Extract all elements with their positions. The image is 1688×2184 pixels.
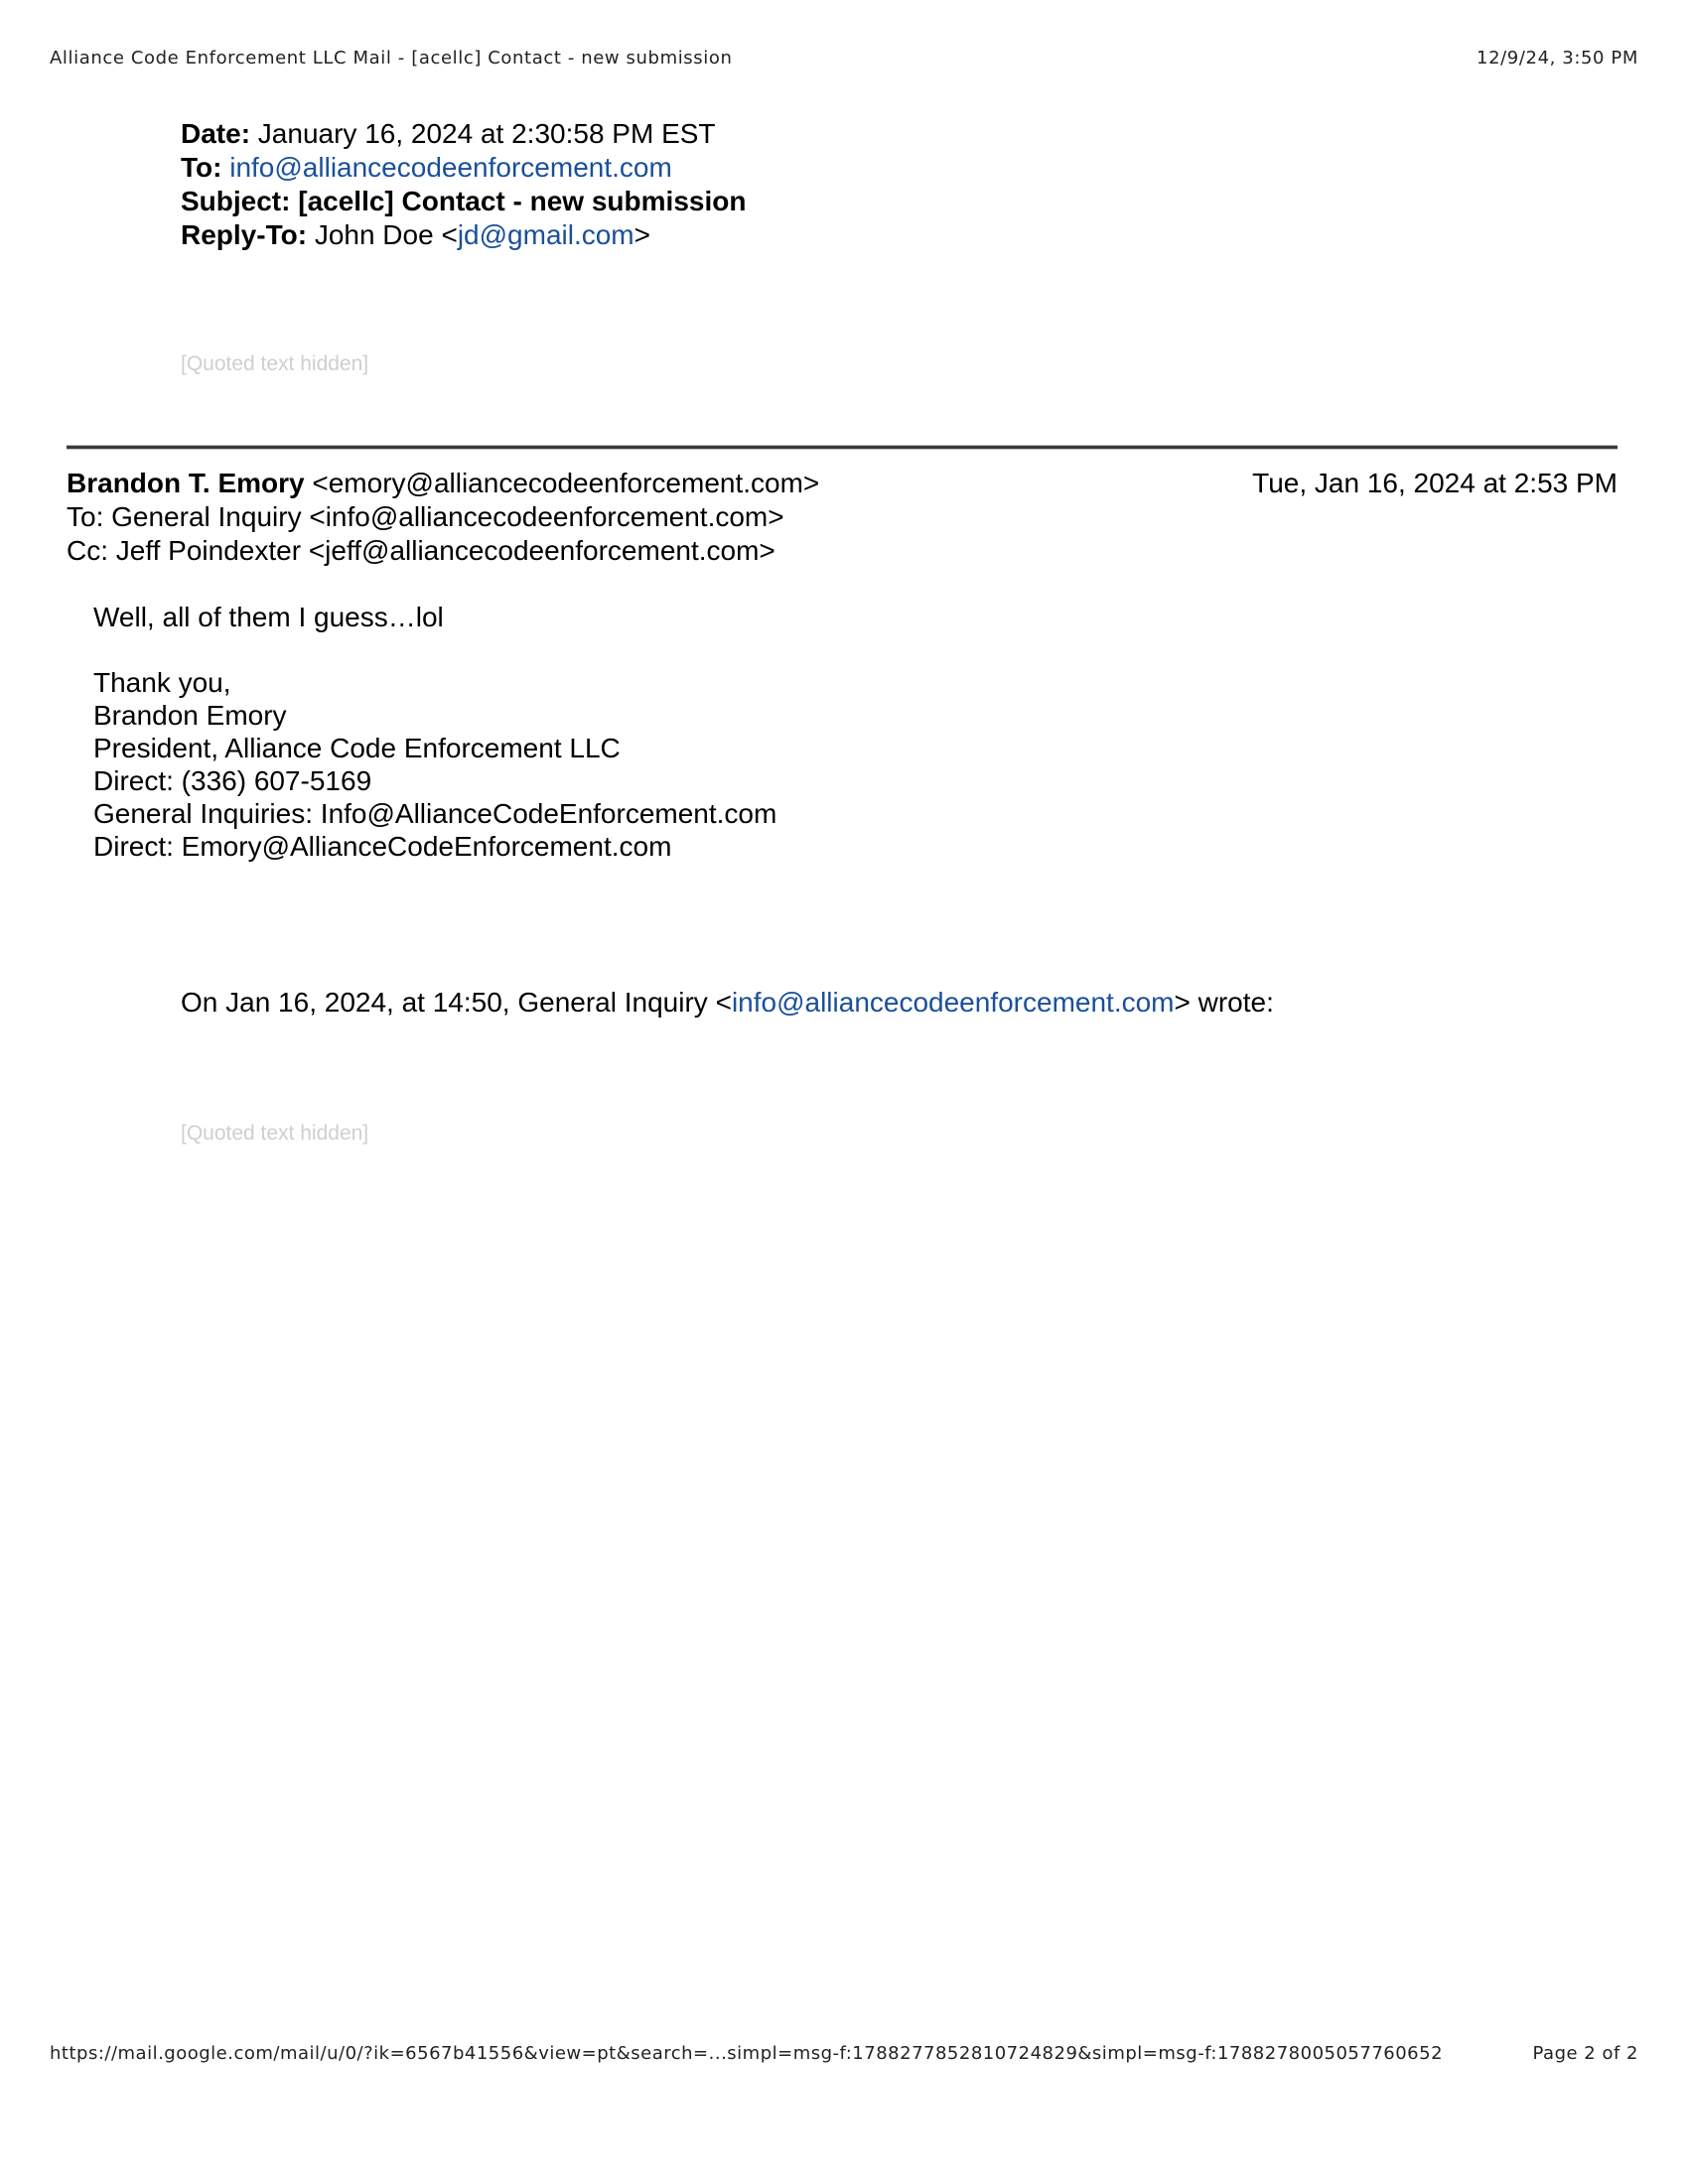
signature-line: Thank you, bbox=[93, 667, 231, 698]
message-divider bbox=[67, 445, 1618, 450]
print-header-title: Alliance Code Enforcement LLC Mail - [acellc] Contact - new submission bbox=[50, 48, 733, 68]
to-line: To: General Inquiry <info@alliancecodeenforcement.com> bbox=[67, 501, 784, 532]
sender-name: Brandon T. Emory bbox=[67, 468, 305, 498]
body-greeting: Well, all of them I guess…lol bbox=[93, 602, 444, 632]
print-header-timestamp: 12/9/24, 3:50 PM bbox=[1477, 48, 1638, 68]
quoted-reply-to-label: Reply-To: bbox=[181, 219, 308, 250]
quoted-subject-label: Subject: bbox=[181, 186, 291, 216]
quoted-date-row bbox=[181, 117, 746, 151]
message-header bbox=[67, 467, 1618, 568]
sender-email: <emory@alliancecodeenforcement.com> bbox=[312, 468, 820, 498]
quoted-reply-to-name: John Doe bbox=[314, 219, 434, 250]
quote-attribution-email-link[interactable]: info@alliancecodeenforcement.com bbox=[731, 987, 1175, 1018]
quoted-date-label: Date: bbox=[181, 118, 251, 149]
reply-to-open-bracket: < bbox=[441, 219, 458, 250]
quoted-to-label: To: bbox=[181, 152, 222, 183]
quote-attribution-prefix: On Jan 16, 2024, at 14:50, General Inquiry < bbox=[181, 987, 732, 1018]
quoted-text-hidden-toggle[interactable]: [Quoted text hidden] bbox=[181, 1122, 369, 1145]
quote-attribution bbox=[181, 987, 1274, 1019]
quoted-date-value: January 16, 2024 at 2:30:58 PM EST bbox=[257, 118, 716, 149]
signature-line: Brandon Emory bbox=[93, 700, 287, 731]
quoted-subject-value: [acellc] Contact - new submission bbox=[298, 186, 747, 216]
quoted-reply-to-row bbox=[181, 218, 746, 252]
signature-line: Direct: (336) 607-5169 bbox=[93, 765, 372, 796]
quoted-subject-row bbox=[181, 185, 746, 218]
cc-line: Cc: Jeff Poindexter <jeff@alliancecodeenforcement.com> bbox=[67, 535, 775, 566]
quote-attribution-suffix: > wrote: bbox=[1174, 987, 1274, 1018]
print-header bbox=[50, 48, 1638, 71]
message-body bbox=[93, 601, 776, 863]
reply-to-close-bracket: > bbox=[633, 219, 650, 250]
print-footer-url: https://mail.google.com/mail/u/0/?ik=6567b41556&view=pt&search=...simpl=msg-f:1788277852810724829&simpl=msg-f:1788278005057760652 bbox=[50, 2043, 1444, 2064]
page-number: Page 2 of 2 bbox=[1532, 2043, 1638, 2064]
quoted-reply-to-email-link[interactable]: jd@gmail.com bbox=[457, 219, 634, 250]
signature-line: General Inquiries: Info@AllianceCodeEnforcement.com bbox=[93, 798, 777, 829]
signature-line: Direct: Emory@AllianceCodeEnforcement.com bbox=[93, 831, 672, 862]
message-date: Tue, Jan 16, 2024 at 2:53 PM bbox=[1252, 468, 1618, 498]
quoted-text-hidden-toggle[interactable]: [Quoted text hidden] bbox=[181, 352, 369, 375]
signature-line: President, Alliance Code Enforcement LLC bbox=[93, 733, 621, 763]
quoted-message-headers bbox=[181, 117, 746, 252]
quoted-to-email-link[interactable]: info@alliancecodeenforcement.com bbox=[229, 152, 672, 183]
quoted-to-row bbox=[181, 151, 746, 185]
